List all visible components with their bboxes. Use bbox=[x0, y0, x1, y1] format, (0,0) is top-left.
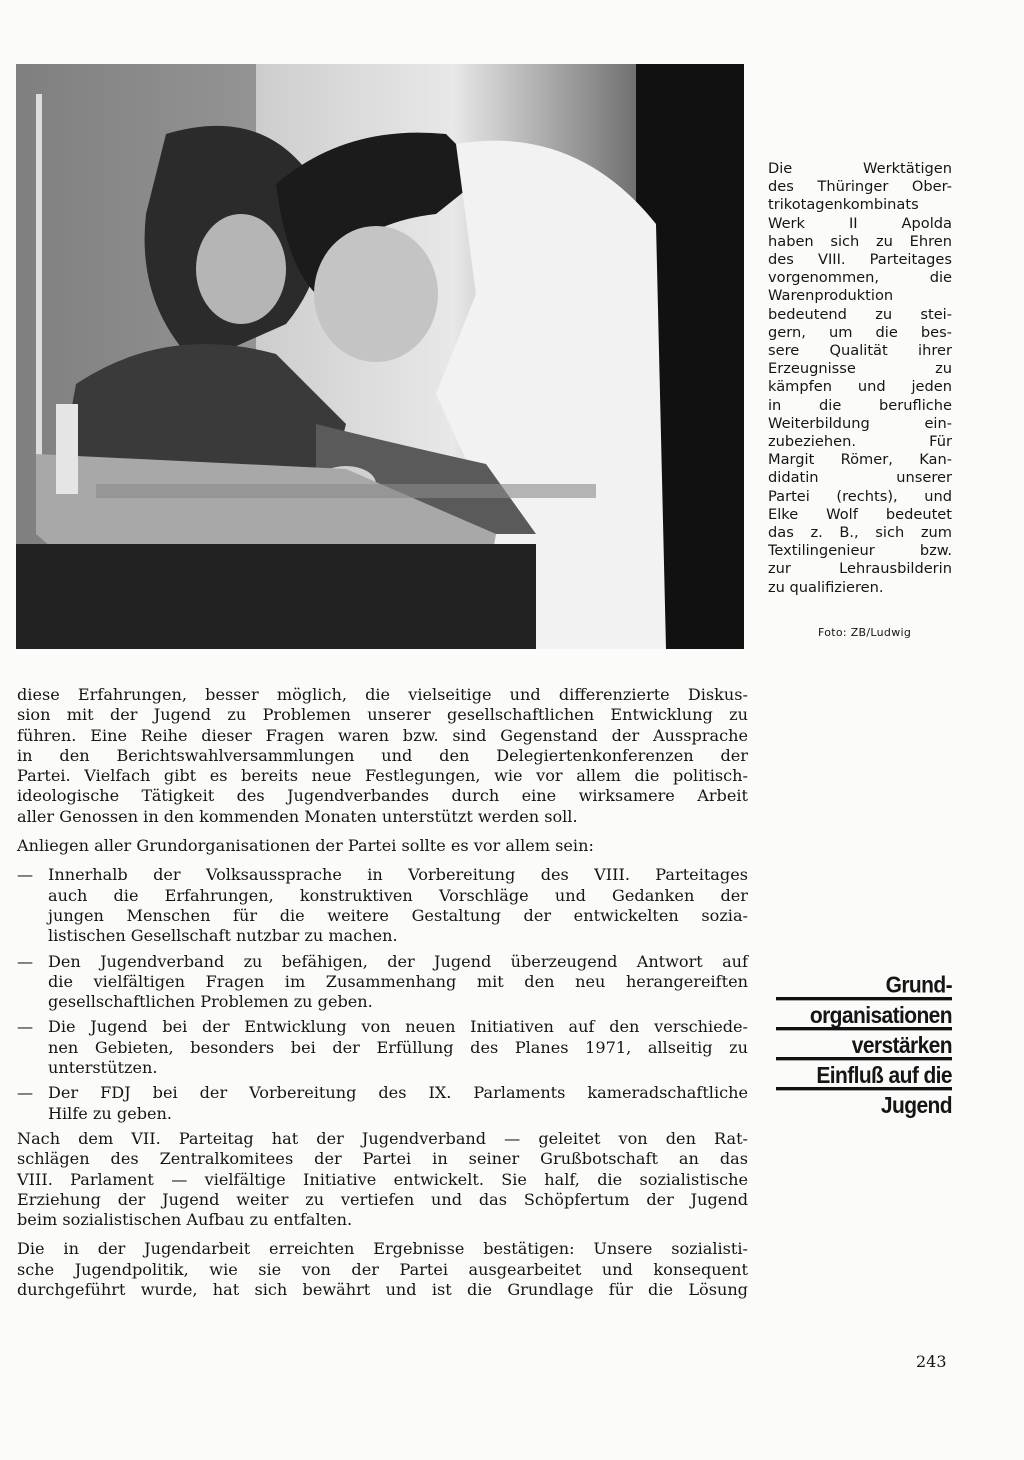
photo-caption bbox=[768, 160, 952, 597]
caption-line: des VIII. Parteitages bbox=[768, 251, 952, 269]
page-number: 243 bbox=[916, 1352, 947, 1371]
text-line: nen Gebieten, besonders bei der Erfüllung des Planes 1971, allseitig zu bbox=[48, 1037, 748, 1057]
caption-line: bedeutend zu stei- bbox=[768, 305, 952, 323]
caption-line: kämpfen und jeden bbox=[768, 378, 952, 396]
article-body bbox=[17, 685, 748, 1309]
caption-line: in die berufliche bbox=[768, 396, 952, 414]
caption-line: Warenproduktion bbox=[768, 287, 894, 305]
side-heading-line: Jugend bbox=[776, 1087, 952, 1119]
caption-line: Erzeugnisse zu bbox=[768, 360, 952, 378]
text-line: schlägen des Zentralkomitees der Partei in seiner Grußbotschaft an das bbox=[17, 1149, 748, 1169]
text-line: Anliegen aller Grundorganisationen der Partei sollte es vor allem sein: bbox=[17, 836, 594, 856]
caption-line: didatin unserer bbox=[768, 469, 952, 487]
caption-line: Elke Wolf bedeutet bbox=[768, 505, 952, 523]
paragraph bbox=[17, 685, 748, 827]
text-line: Innerhalb der Volksaussprache in Vorbereitung des VIII. Parteitages bbox=[48, 865, 748, 885]
text-line: beim sozialistischen Aufbau zu entfalten. bbox=[17, 1210, 353, 1230]
text-line: sion mit der Jugend zu Problemen unserer gesellschaftlichen Entwicklung zu bbox=[17, 705, 748, 725]
side-heading-line: organisationen bbox=[776, 997, 952, 1029]
photo-credit: Foto: ZB/Ludwig bbox=[818, 626, 912, 639]
text-line: Erziehung der Jugend weiter zu vertiefen und das Schöpfertum der Jugend bbox=[17, 1189, 748, 1209]
text-line: auch die Erfahrungen, konstruktiven Vorschläge und Gedanken der bbox=[48, 885, 748, 905]
caption-line: das z. B., sich zum bbox=[768, 524, 952, 542]
photo-two-women-at-work-icon bbox=[16, 64, 744, 649]
text-line: ideologische Tätigkeit des Jugendverbandes durch eine wirksamere Arbeit bbox=[17, 786, 748, 806]
paragraph bbox=[17, 1239, 748, 1300]
caption-line: Werk II Apolda bbox=[768, 214, 952, 232]
list-item bbox=[17, 952, 748, 1013]
list-dash: — bbox=[17, 865, 34, 885]
caption-line: Die Werktätigen bbox=[768, 160, 952, 177]
text-line: Hilfe zu geben. bbox=[48, 1103, 173, 1123]
text-line: jungen Menschen für die weitere Gestaltung der entwickelten sozia- bbox=[48, 905, 748, 925]
caption-line: trikotagenkombinats bbox=[768, 196, 919, 214]
text-line: gesellschaftlichen Problemen zu geben. bbox=[48, 992, 373, 1012]
list-item bbox=[17, 865, 748, 946]
caption-line: zur Lehrausbilderin bbox=[768, 560, 952, 578]
text-line: Nach dem VII. Parteitag hat der Jugendverband — geleitet von den Rat- bbox=[17, 1128, 748, 1148]
caption-line: haben sich zu Ehren bbox=[768, 232, 952, 250]
text-line: Die Jugend bei der Entwicklung von neuen Initiativen auf den verschiede- bbox=[48, 1017, 748, 1037]
side-heading bbox=[776, 970, 952, 1117]
caption-line: Partei (rechts), und bbox=[768, 487, 952, 505]
text-line: Der FDJ bei der Vorbereitung des IX. Parlaments kameradschaftliche bbox=[48, 1083, 748, 1103]
text-line: die vielfältigen Fragen im Zusammenhang mit den neu herangereiften bbox=[48, 971, 748, 991]
caption-line: vorgenommen, die bbox=[768, 269, 952, 287]
side-heading-line: Einfluß auf die bbox=[776, 1057, 952, 1089]
text-line: listischen Gesellschaft nutzbar zu machen. bbox=[48, 926, 398, 946]
text-line: durchgeführt wurde, hat sich bewährt und ist die Grundlage für die Lösung bbox=[17, 1280, 748, 1300]
text-line: diese Erfahrungen, besser möglich, die vielseitige und differenzierte Diskus- bbox=[17, 685, 748, 704]
text-line: aller Genossen in den kommenden Monaten unterstützt werden soll. bbox=[17, 806, 578, 826]
caption-line: Weiterbildung ein- bbox=[768, 414, 952, 432]
photograph bbox=[16, 64, 744, 649]
caption-line: sere Qualität ihrer bbox=[768, 342, 952, 360]
caption-line: Textilingenieur bzw. bbox=[768, 542, 952, 560]
side-heading-line: verstärken bbox=[776, 1027, 952, 1059]
list-item bbox=[17, 1083, 748, 1124]
text-line: Die in der Jugendarbeit erreichten Ergebnisse bestätigen: Unsere sozialisti- bbox=[17, 1239, 748, 1259]
caption-line: des Thüringer Ober- bbox=[768, 178, 952, 196]
text-line: Den Jugendverband zu befähigen, der Jugend überzeugend Antwort auf bbox=[48, 951, 748, 971]
list-item bbox=[17, 1017, 748, 1078]
caption-line: gern, um die bes- bbox=[768, 323, 952, 341]
caption-line: zubeziehen. Für bbox=[768, 433, 952, 451]
text-line: unterstützen. bbox=[48, 1058, 158, 1078]
text-line: sche Jugendpolitik, wie sie von der Partei ausgearbeitet und konsequent bbox=[17, 1259, 748, 1279]
paragraph bbox=[17, 836, 748, 856]
text-line: VIII. Parlament — vielfältige Initiative entwickelt. Sie half, die sozialistische bbox=[17, 1169, 748, 1189]
caption-line: zu qualifizieren. bbox=[768, 578, 884, 596]
text-line: führen. Eine Reihe dieser Fragen waren bzw. sind Gegenstand der Aussprache bbox=[17, 725, 748, 745]
list-dash: — bbox=[17, 951, 34, 971]
text-line: Partei. Vielfach gibt es bereits neue Festlegungen, wie vor allem die politisch- bbox=[17, 766, 748, 786]
caption-line: Margit Römer, Kan- bbox=[768, 451, 952, 469]
list-dash: — bbox=[17, 1083, 34, 1103]
list-dash: — bbox=[17, 1017, 34, 1037]
side-heading-line: Grund- bbox=[885, 972, 952, 998]
text-line: in den Berichtswahlversammlungen und den Delegiertenkonferenzen der bbox=[17, 745, 748, 765]
paragraph bbox=[17, 1129, 748, 1230]
